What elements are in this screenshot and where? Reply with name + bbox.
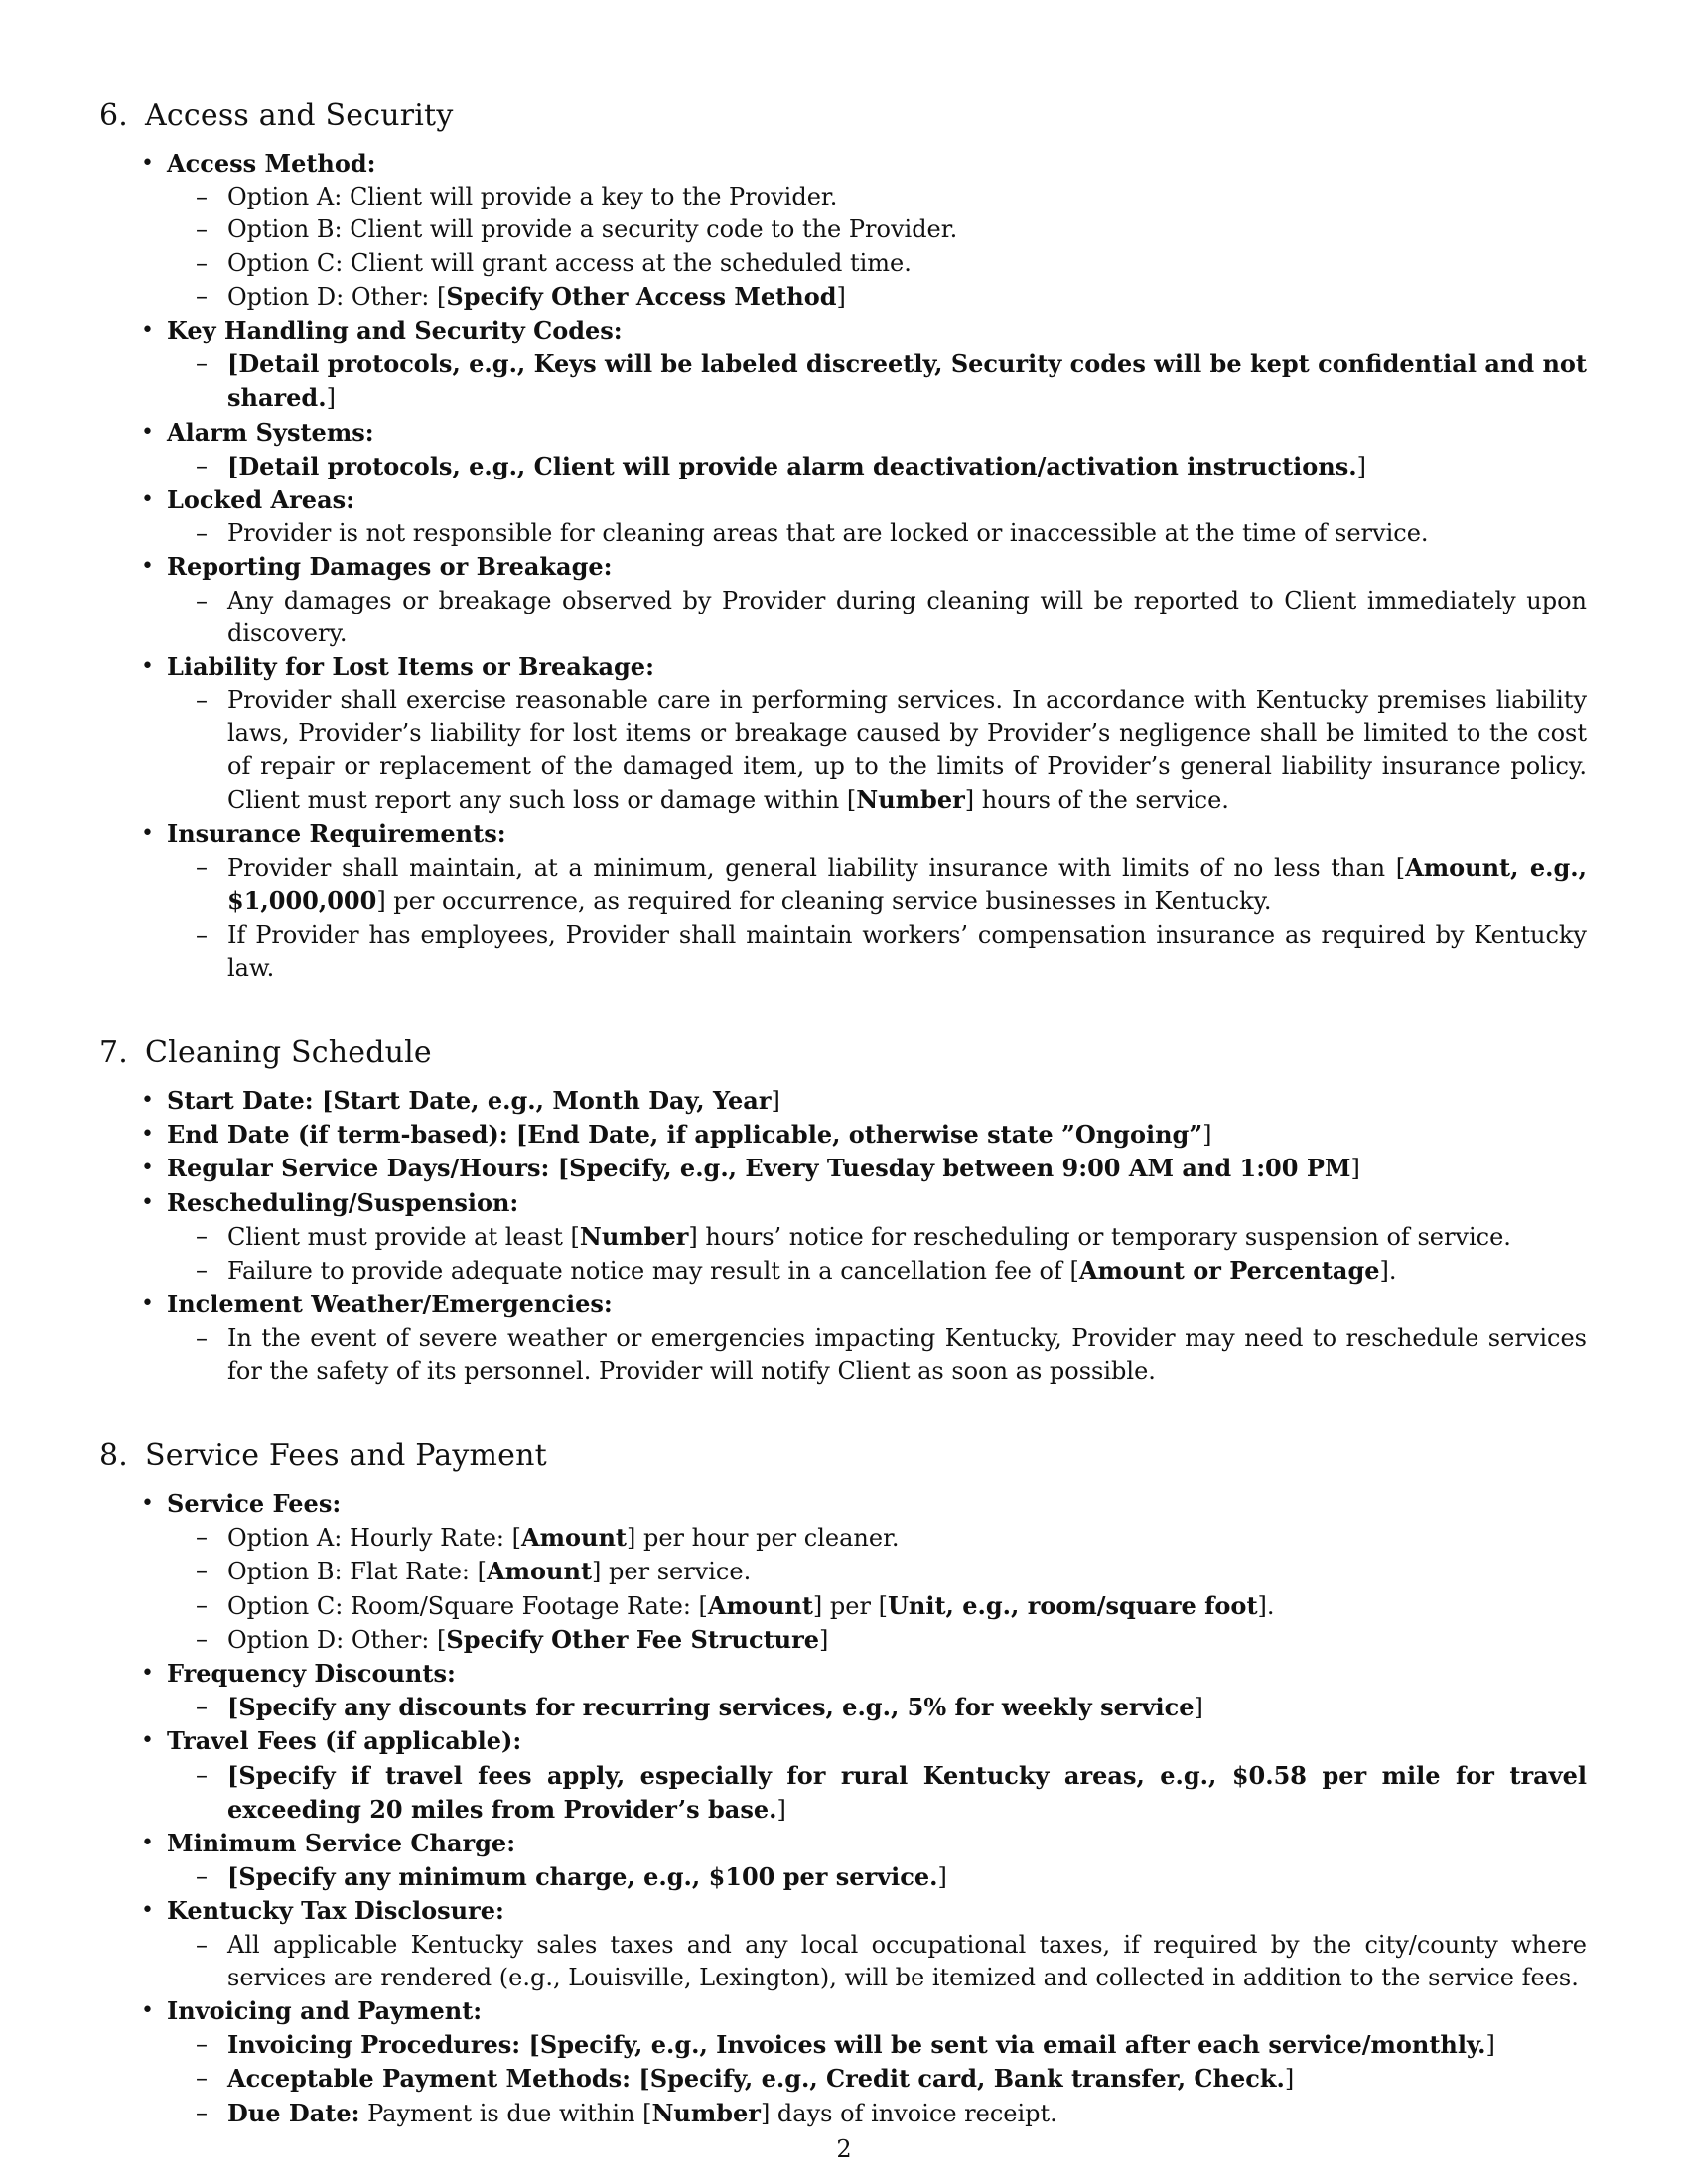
sub-item-text: Specify any minimum charge, e.g., $100 per service. bbox=[238, 1862, 938, 1892]
sub-item-text: Specify Other Fee Structure bbox=[446, 1624, 820, 1654]
sub-item bbox=[227, 1555, 1589, 1588]
list-item bbox=[167, 1487, 1589, 1657]
sub-item-text: Option C: Room/Square Footage Rate: [ bbox=[227, 1591, 708, 1620]
sub-list bbox=[167, 2028, 1589, 2130]
sub-item-text: Specify, e.g., Credit card, Bank transfer, Check. bbox=[649, 2064, 1285, 2094]
sub-item-text: Failure to provide adequate notice may result in a cancellation fee of [ bbox=[227, 1257, 1079, 1286]
sub-item-text: Provider is not responsible for cleaning areas that are locked or inaccessible at the time of service. bbox=[227, 519, 1429, 548]
sub-item bbox=[227, 1589, 1589, 1623]
list-item bbox=[167, 1118, 1589, 1152]
sub-list bbox=[167, 1691, 1589, 1724]
sub-item-text: ] bbox=[1356, 452, 1366, 480]
item-label: Alarm Systems: bbox=[167, 417, 374, 447]
sub-item-text: [ bbox=[227, 1760, 239, 1790]
sub-item-text: Unit, e.g., room/square foot bbox=[887, 1590, 1258, 1620]
list-item bbox=[167, 1084, 1589, 1118]
sub-item-text: Option B: Flat Rate: [ bbox=[227, 1558, 488, 1586]
sub-item-text: Due Date: bbox=[227, 2098, 360, 2127]
sub-item-text: ] hours of the service. bbox=[964, 785, 1229, 814]
sub-item-text: Specify Other Access Method bbox=[446, 281, 837, 311]
sub-item-text: Specify any discounts for recurring services, e.g., 5% for weekly service bbox=[238, 1693, 1195, 1722]
sub-item-text: ] bbox=[836, 282, 846, 311]
sub-item bbox=[227, 1691, 1589, 1724]
sub-item-text: Option D: Other: [ bbox=[227, 282, 447, 311]
list-item bbox=[167, 550, 1589, 650]
sub-list bbox=[167, 1322, 1589, 1388]
section-title bbox=[99, 1032, 1589, 1074]
item-label: Insurance Requirements: bbox=[167, 819, 506, 849]
sub-item bbox=[227, 450, 1589, 483]
section-title bbox=[99, 1435, 1589, 1477]
sub-item-text: ]. bbox=[1257, 1591, 1275, 1620]
item-label: Access Method: bbox=[167, 149, 376, 178]
sub-item-text: [ bbox=[227, 1862, 239, 1892]
sub-item-text: Invoicing Procedures: bbox=[227, 2030, 521, 2060]
sub-item-text: ] bbox=[1485, 2031, 1495, 2060]
item-label: End Date (if term-based): bbox=[167, 1120, 508, 1150]
list-item bbox=[167, 1724, 1589, 1827]
sub-item-text: [ bbox=[227, 349, 239, 379]
item-label: Liability for Lost Items or Breakage: bbox=[167, 652, 654, 682]
sub-item bbox=[227, 2097, 1589, 2130]
sub-item-text: ] per hour per cleaner. bbox=[626, 1524, 900, 1553]
sub-list bbox=[167, 684, 1589, 817]
section-title-text: Service Fees and Payment bbox=[145, 1437, 547, 1473]
sub-item bbox=[227, 1860, 1589, 1894]
list-item bbox=[167, 1827, 1589, 1894]
sub-item bbox=[227, 684, 1589, 817]
sub-item-text: Client must provide at least [ bbox=[227, 1222, 580, 1251]
list-item bbox=[167, 1894, 1589, 1994]
sub-item-text: ] bbox=[819, 1625, 829, 1654]
section-8 bbox=[99, 1435, 1589, 2130]
sub-list bbox=[167, 517, 1589, 550]
item-label: Frequency Discounts: bbox=[167, 1658, 456, 1688]
item-text: Start Date, e.g., Month Day, Year bbox=[333, 1086, 772, 1116]
item-text: ] bbox=[1350, 1155, 1360, 1183]
list-item bbox=[167, 650, 1589, 817]
sub-list bbox=[167, 851, 1589, 985]
sub-item-text: Option C: Client will grant access at the scheduled time. bbox=[227, 248, 912, 277]
sub-item-text: Provider shall exercise reasonable care in performing services. In accordance with Kentucky premises liability laws, Provider’s liability for lost items or breakage caused by Provider’s negligence shall be limited to the cost of repair or replacement of the damaged item, up to the limits of Provider’s general liability insurance policy. Client must report any such loss or damage within [ bbox=[227, 686, 1587, 814]
bullet-list bbox=[99, 1084, 1589, 1388]
item-label: Inclement Weather/Emergencies: bbox=[167, 1290, 613, 1319]
sub-list bbox=[167, 181, 1589, 314]
sub-item-text: ] bbox=[326, 384, 336, 413]
item-text: [ bbox=[549, 1154, 570, 1183]
item-label: Rescheduling/Suspension: bbox=[167, 1187, 519, 1217]
bullet-list bbox=[99, 1487, 1589, 2130]
sub-item bbox=[227, 1759, 1589, 1827]
item-label: Reporting Damages or Breakage: bbox=[167, 552, 613, 582]
section-number: 7. bbox=[99, 1035, 129, 1071]
section-6 bbox=[99, 95, 1589, 985]
sub-item-text: Number bbox=[651, 2098, 761, 2127]
sub-item bbox=[227, 347, 1589, 415]
sub-list bbox=[167, 1759, 1589, 1827]
sub-list bbox=[167, 1220, 1589, 1288]
page-number: 2 bbox=[836, 2135, 852, 2163]
sub-item bbox=[227, 2028, 1589, 2062]
sub-item-text: Specify if travel fees apply, especially for rural Kentucky areas, e.g., $0.58 per mile for travel exceeding 20 miles from Provider’s base. bbox=[227, 1760, 1587, 1824]
sub-item-text: Amount or Percentage bbox=[1078, 1256, 1380, 1286]
sub-item bbox=[227, 919, 1589, 985]
item-text: End Date, if applicable, otherwise state ”Ongoing” bbox=[527, 1120, 1203, 1150]
item-label: Invoicing and Payment: bbox=[167, 1995, 483, 2025]
sub-list bbox=[167, 1860, 1589, 1894]
item-label: Minimum Service Charge: bbox=[167, 1828, 516, 1857]
sub-item-text: ] per [ bbox=[812, 1591, 888, 1620]
sub-item-text: ] bbox=[1284, 2065, 1295, 2094]
sub-item bbox=[227, 1623, 1589, 1657]
sub-item bbox=[227, 517, 1589, 550]
sub-item-text: In the event of severe weather or emergencies impacting Kentucky, Provider may need to reschedule services for the safety of its personnel. Provider will notify Client as soon as possible. bbox=[227, 1323, 1587, 1385]
section-title-text: Access and Security bbox=[145, 98, 454, 133]
document-page bbox=[99, 95, 1589, 2178]
sub-item-text: Number bbox=[856, 784, 965, 814]
item-label: Travel Fees (if applicable): bbox=[167, 1726, 522, 1756]
sub-item-text: ] bbox=[1194, 1694, 1203, 1722]
sub-item bbox=[227, 247, 1589, 280]
item-label: Regular Service Days/Hours: bbox=[167, 1154, 550, 1183]
sub-item-text: ] per occurrence, as required for cleaning service businesses in Kentucky. bbox=[376, 887, 1272, 916]
section-title-text: Cleaning Schedule bbox=[145, 1035, 432, 1071]
sub-item-text: Amount bbox=[707, 1590, 813, 1620]
sub-item-text: [ bbox=[227, 1693, 239, 1722]
sub-item bbox=[227, 585, 1589, 650]
sub-item bbox=[227, 1220, 1589, 1254]
sub-item-text: Option B: Client will provide a security code to the Provider. bbox=[227, 215, 958, 244]
sub-item-text: Provider shall maintain, at a minimum, general liability insurance with limits of no less than [ bbox=[227, 854, 1406, 883]
sub-item-text: [ bbox=[227, 451, 239, 480]
sub-item bbox=[227, 181, 1589, 213]
sub-list bbox=[167, 1929, 1589, 1994]
sub-item-text: Option A: Client will provide a key to the Provider. bbox=[227, 183, 838, 211]
sub-item-text: All applicable Kentucky sales taxes and any local occupational taxes, if required by the city/county where services are rendered (e.g., Louisville, Lexington), will be itemized and collected in addition to the service fees. bbox=[227, 1930, 1587, 1991]
item-text: [ bbox=[507, 1120, 528, 1150]
sub-list bbox=[167, 1521, 1589, 1657]
sections-container bbox=[99, 95, 1589, 2130]
item-text: ] bbox=[1202, 1121, 1212, 1150]
section-7 bbox=[99, 1032, 1589, 1388]
sub-item bbox=[227, 2062, 1589, 2096]
section-number: 8. bbox=[99, 1437, 129, 1473]
sub-list bbox=[167, 585, 1589, 650]
list-item bbox=[167, 1657, 1589, 1724]
item-text: Specify, e.g., Every Tuesday between 9:00 AM and 1:00 PM bbox=[569, 1154, 1351, 1183]
bullet-list bbox=[99, 147, 1589, 985]
list-item bbox=[167, 1186, 1589, 1289]
sub-item-text: Amount bbox=[487, 1557, 593, 1586]
list-item bbox=[167, 1152, 1589, 1185]
sub-item-text: Detail protocols, e.g., Keys will be labeled discreetly, Security codes will be kept confidential and not shared. bbox=[227, 349, 1587, 413]
sub-item bbox=[227, 1254, 1589, 1288]
sub-item-text: Option D: Other: [ bbox=[227, 1625, 447, 1654]
sub-item-text: ] per service. bbox=[592, 1558, 752, 1586]
sub-item-text: Detail protocols, e.g., Client will provide alarm deactivation/activation instructions. bbox=[238, 451, 1357, 480]
sub-item bbox=[227, 1521, 1589, 1555]
sub-item bbox=[227, 851, 1589, 918]
item-label: Key Handling and Security Codes: bbox=[167, 316, 623, 345]
sub-list bbox=[167, 450, 1589, 483]
sub-item-text: ] days of invoice receipt. bbox=[760, 2099, 1057, 2127]
sub-item bbox=[227, 280, 1589, 314]
list-item bbox=[167, 1994, 1589, 2130]
section-number: 6. bbox=[99, 98, 129, 133]
sub-item-text: [ bbox=[520, 2030, 540, 2060]
sub-item-text: ] hours’ notice for rescheduling or temporary suspension of service. bbox=[688, 1222, 1511, 1251]
item-label: Service Fees: bbox=[167, 1488, 342, 1518]
sub-item-text: Payment is due within [ bbox=[359, 2099, 652, 2127]
item-text: ] bbox=[771, 1087, 780, 1116]
sub-item-text: ]. bbox=[1379, 1257, 1397, 1286]
sub-item-text: Specify, e.g., Invoices will be sent via email after each service/monthly. bbox=[539, 2030, 1486, 2060]
sub-item-text: Acceptable Payment Methods: bbox=[227, 2064, 632, 2094]
sub-item-text: ] bbox=[937, 1863, 947, 1892]
sub-item-text: If Provider has employees, Provider shall maintain workers’ compensation insurance as required by Kentucky law. bbox=[227, 920, 1587, 982]
sub-item-text: ] bbox=[776, 1795, 786, 1824]
item-label: Locked Areas: bbox=[167, 485, 354, 515]
sub-item-text: [ bbox=[631, 2064, 650, 2094]
list-item bbox=[167, 147, 1589, 314]
section-title bbox=[99, 95, 1589, 137]
sub-item-text: Amount bbox=[520, 1523, 627, 1553]
list-item bbox=[167, 483, 1589, 550]
list-item bbox=[167, 1288, 1589, 1388]
item-label: Start Date: bbox=[167, 1086, 314, 1116]
list-item bbox=[167, 817, 1589, 985]
sub-item-text: Any damages or breakage observed by Provider during cleaning will be reported to Client immediately upon discovery. bbox=[227, 586, 1587, 647]
sub-item-text: Option A: Hourly Rate: [ bbox=[227, 1524, 521, 1553]
list-item bbox=[167, 314, 1589, 416]
sub-list bbox=[167, 347, 1589, 415]
sub-item bbox=[227, 1322, 1589, 1388]
sub-item-text: Number bbox=[579, 1221, 689, 1251]
item-label: Kentucky Tax Disclosure: bbox=[167, 1896, 504, 1926]
sub-item bbox=[227, 213, 1589, 246]
sub-item-text: Amount, e.g., $1,000,000 bbox=[227, 853, 1587, 916]
sub-item bbox=[227, 1929, 1589, 1994]
item-text: [ bbox=[313, 1086, 334, 1116]
list-item bbox=[167, 416, 1589, 483]
